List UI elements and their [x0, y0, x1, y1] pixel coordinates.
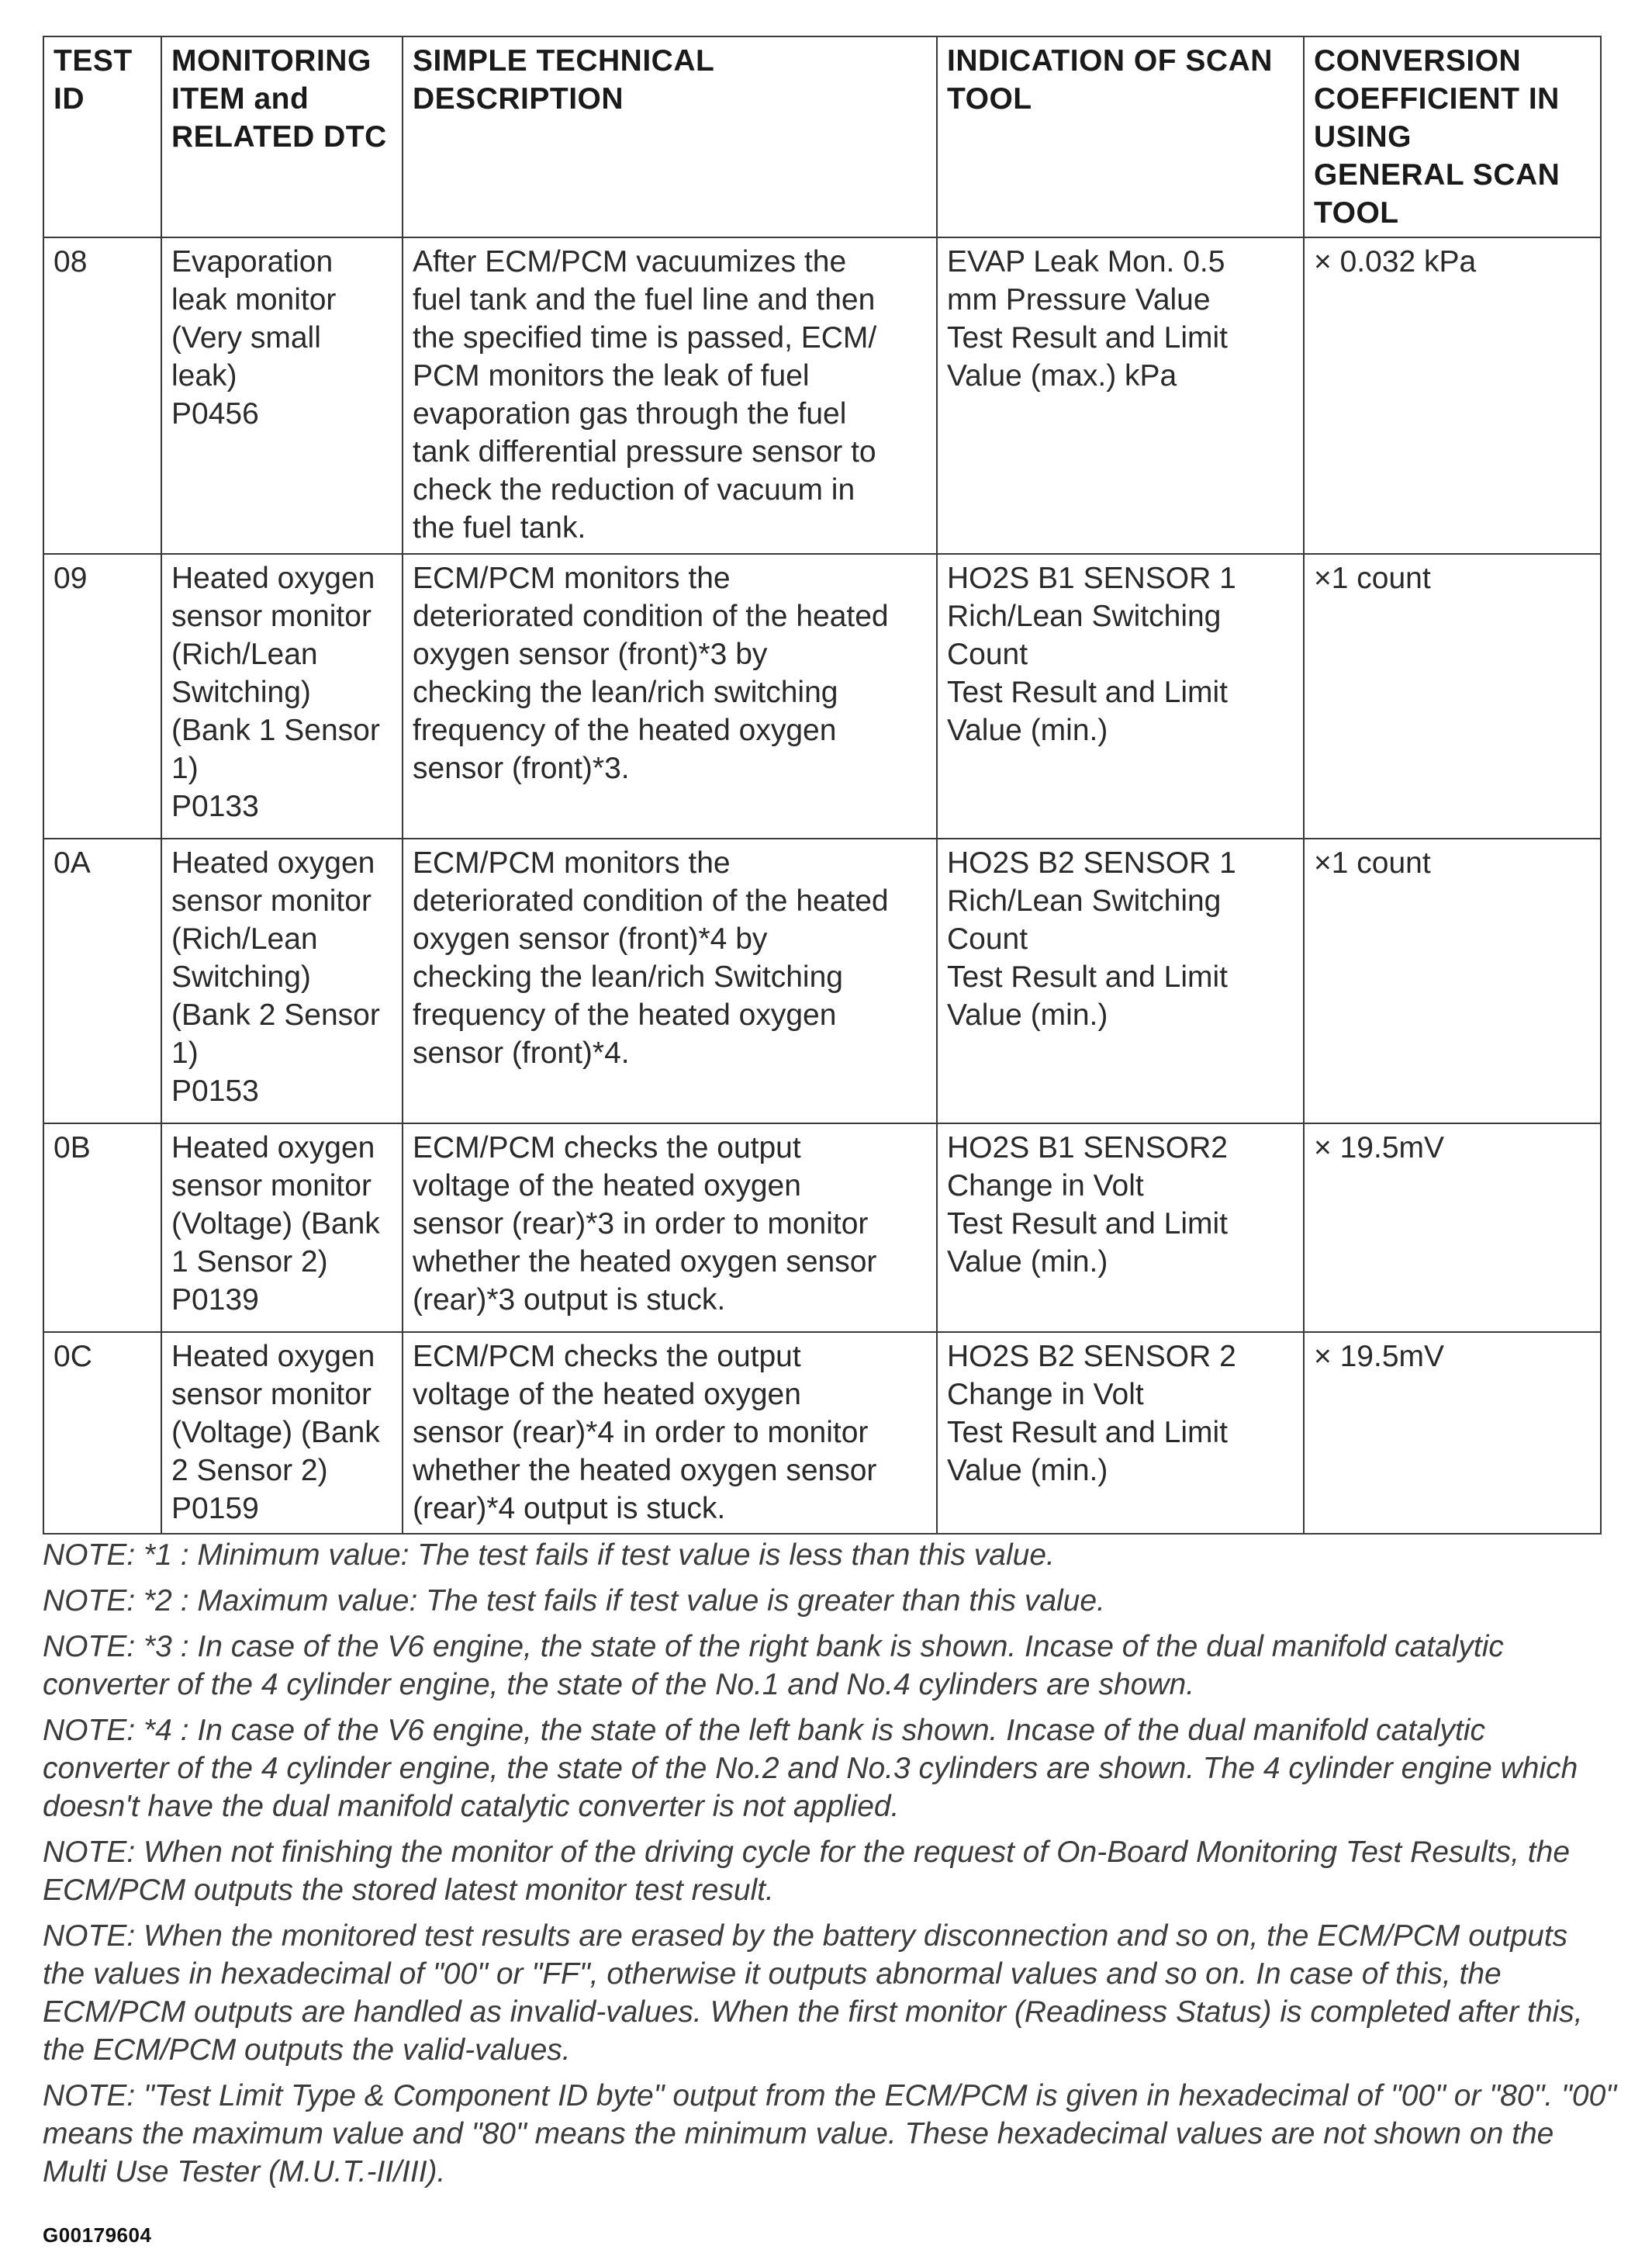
header-test-id: TEST ID: [43, 36, 161, 237]
header-indication: INDICATION OF SCAN TOOL: [937, 36, 1304, 237]
cell-test-id: 0B: [43, 1123, 161, 1332]
table-row: [43, 1123, 1601, 1332]
table-row: [43, 554, 1601, 839]
note-min-value: NOTE: *1 : Minimum value: The test fails if test value is less than this value.: [43, 1538, 1055, 1572]
cell-description: ECM/PCM checks the output voltage of the heated oxygen sensor (rear)*4 in order to monitor whether the heated oxygen sensor (rear)*4 output is stuck.: [403, 1332, 937, 1534]
note-right-bank: NOTE: *3 : In case of the V6 engine, the state of the right bank is shown. Incase of the dual manifold catalytic converter of the 4 cylinder engine, the state of the No.1 and No.4 cylinders are shown.: [43, 1630, 1504, 1701]
monitoring-table: [43, 36, 1602, 1535]
cell-test-id: 0C: [43, 1332, 161, 1534]
figure-id: G00179604: [43, 2223, 152, 2247]
cell-monitoring-item: Heated oxygen sensor monitor (Voltage) (Bank 2 Sensor 2) P0159: [161, 1332, 403, 1534]
table-header: [43, 36, 1601, 237]
cell-monitoring-item: Heated oxygen sensor monitor (Rich/Lean Switching) (Bank 2 Sensor 1) P0153: [161, 839, 403, 1123]
note-max-value: NOTE: *2 : Maximum value: The test fails if test value is greater than this value.: [43, 1584, 1105, 1618]
cell-indication: EVAP Leak Mon. 0.5 mm Pressure Value Test Result and Limit Value (max.) kPa: [937, 237, 1304, 554]
notes-section: [43, 1536, 1617, 2199]
cell-description: ECM/PCM monitors the deteriorated condition of the heated oxygen sensor (front)*3 by checking the lean/rich switching frequency of the heated oxygen sensor (front)*3.: [403, 554, 937, 839]
table-row: [43, 1332, 1601, 1534]
header-conversion-coefficient: CONVERSION COEFFICIENT IN USING GENERAL SCAN TOOL: [1304, 36, 1601, 237]
cell-coefficient: × 0.032 kPa: [1304, 237, 1601, 554]
header-monitoring-item: MONITORING ITEM and RELATED DTC: [161, 36, 403, 237]
table-row: [43, 839, 1601, 1123]
header-description: SIMPLE TECHNICAL DESCRIPTION: [403, 36, 937, 237]
table-row: [43, 237, 1601, 554]
cell-indication: HO2S B1 SENSOR2 Change in Volt Test Result and Limit Value (min.): [937, 1123, 1304, 1332]
note-battery-disconnection: NOTE: When the monitored test results are erased by the battery disconnection and so on, the ECM/PCM outputs the values in hexadecimal of "00" or "FF", otherwise it outputs abnormal values and so on. In case of this, the ECM/PCM outputs are handled as invalid-values. When the first monitor (Readiness Status) is completed after this, the ECM/PCM outputs the valid-values.: [43, 1919, 1583, 2067]
cell-indication: HO2S B1 SENSOR 1 Rich/Lean Switching Count Test Result and Limit Value (min.): [937, 554, 1304, 839]
note-left-bank: NOTE: *4 : In case of the V6 engine, the state of the left bank is shown. Incase of the dual manifold catalytic converter of the 4 cylinder engine, the state of the No.2 and No.3 cylinders are shown. The 4 cylinder engine which doesn't have the dual manifold catalytic converter is not applied.: [43, 1714, 1578, 1823]
table-body: [43, 237, 1601, 1534]
cell-coefficient: ×1 count: [1304, 839, 1601, 1123]
cell-test-id: 08: [43, 237, 161, 554]
cell-coefficient: × 19.5mV: [1304, 1332, 1601, 1534]
cell-monitoring-item: Heated oxygen sensor monitor (Voltage) (Bank 1 Sensor 2) P0139: [161, 1123, 403, 1332]
cell-coefficient: × 19.5mV: [1304, 1123, 1601, 1332]
cell-indication: HO2S B2 SENSOR 2 Change in Volt Test Result and Limit Value (min.): [937, 1332, 1304, 1534]
cell-description: ECM/PCM checks the output voltage of the heated oxygen sensor (rear)*3 in order to monitor whether the heated oxygen sensor (rear)*3 output is stuck.: [403, 1123, 937, 1332]
header-row: [43, 36, 1601, 237]
cell-test-id: 0A: [43, 839, 161, 1123]
cell-description: ECM/PCM monitors the deteriorated condition of the heated oxygen sensor (front)*4 by checking the lean/rich Switching frequency of the heated oxygen sensor (front)*4.: [403, 839, 937, 1123]
cell-test-id: 09: [43, 554, 161, 839]
cell-monitoring-item: Evaporation leak monitor (Very small leak) P0456: [161, 237, 403, 554]
cell-indication: HO2S B2 SENSOR 1 Rich/Lean Switching Count Test Result and Limit Value (min.): [937, 839, 1304, 1123]
note-driving-cycle: NOTE: When not finishing the monitor of the driving cycle for the request of On-Board Monitoring Test Results, the ECM/PCM outputs the stored latest monitor test result.: [43, 1836, 1571, 1907]
cell-monitoring-item: Heated oxygen sensor monitor (Rich/Lean Switching) (Bank 1 Sensor 1) P0133: [161, 554, 403, 839]
cell-coefficient: ×1 count: [1304, 554, 1601, 839]
note-test-limit-type: NOTE: "Test Limit Type & Component ID byte" output from the ECM/PCM is given in hexadecimal of "00" or "80". "00" means the maximum value and "80" means the minimum value. These hexadecimal values are not shown on the Multi Use Tester (M.U.T.-II/III).: [43, 2079, 1617, 2189]
cell-description: After ECM/PCM vacuumizes the fuel tank and the fuel line and then the specified time is passed, ECM/ PCM monitors the leak of fuel evaporation gas through the fuel tank differential pressure sensor to check the reduction of vacuum in the fuel tank.: [403, 237, 937, 554]
